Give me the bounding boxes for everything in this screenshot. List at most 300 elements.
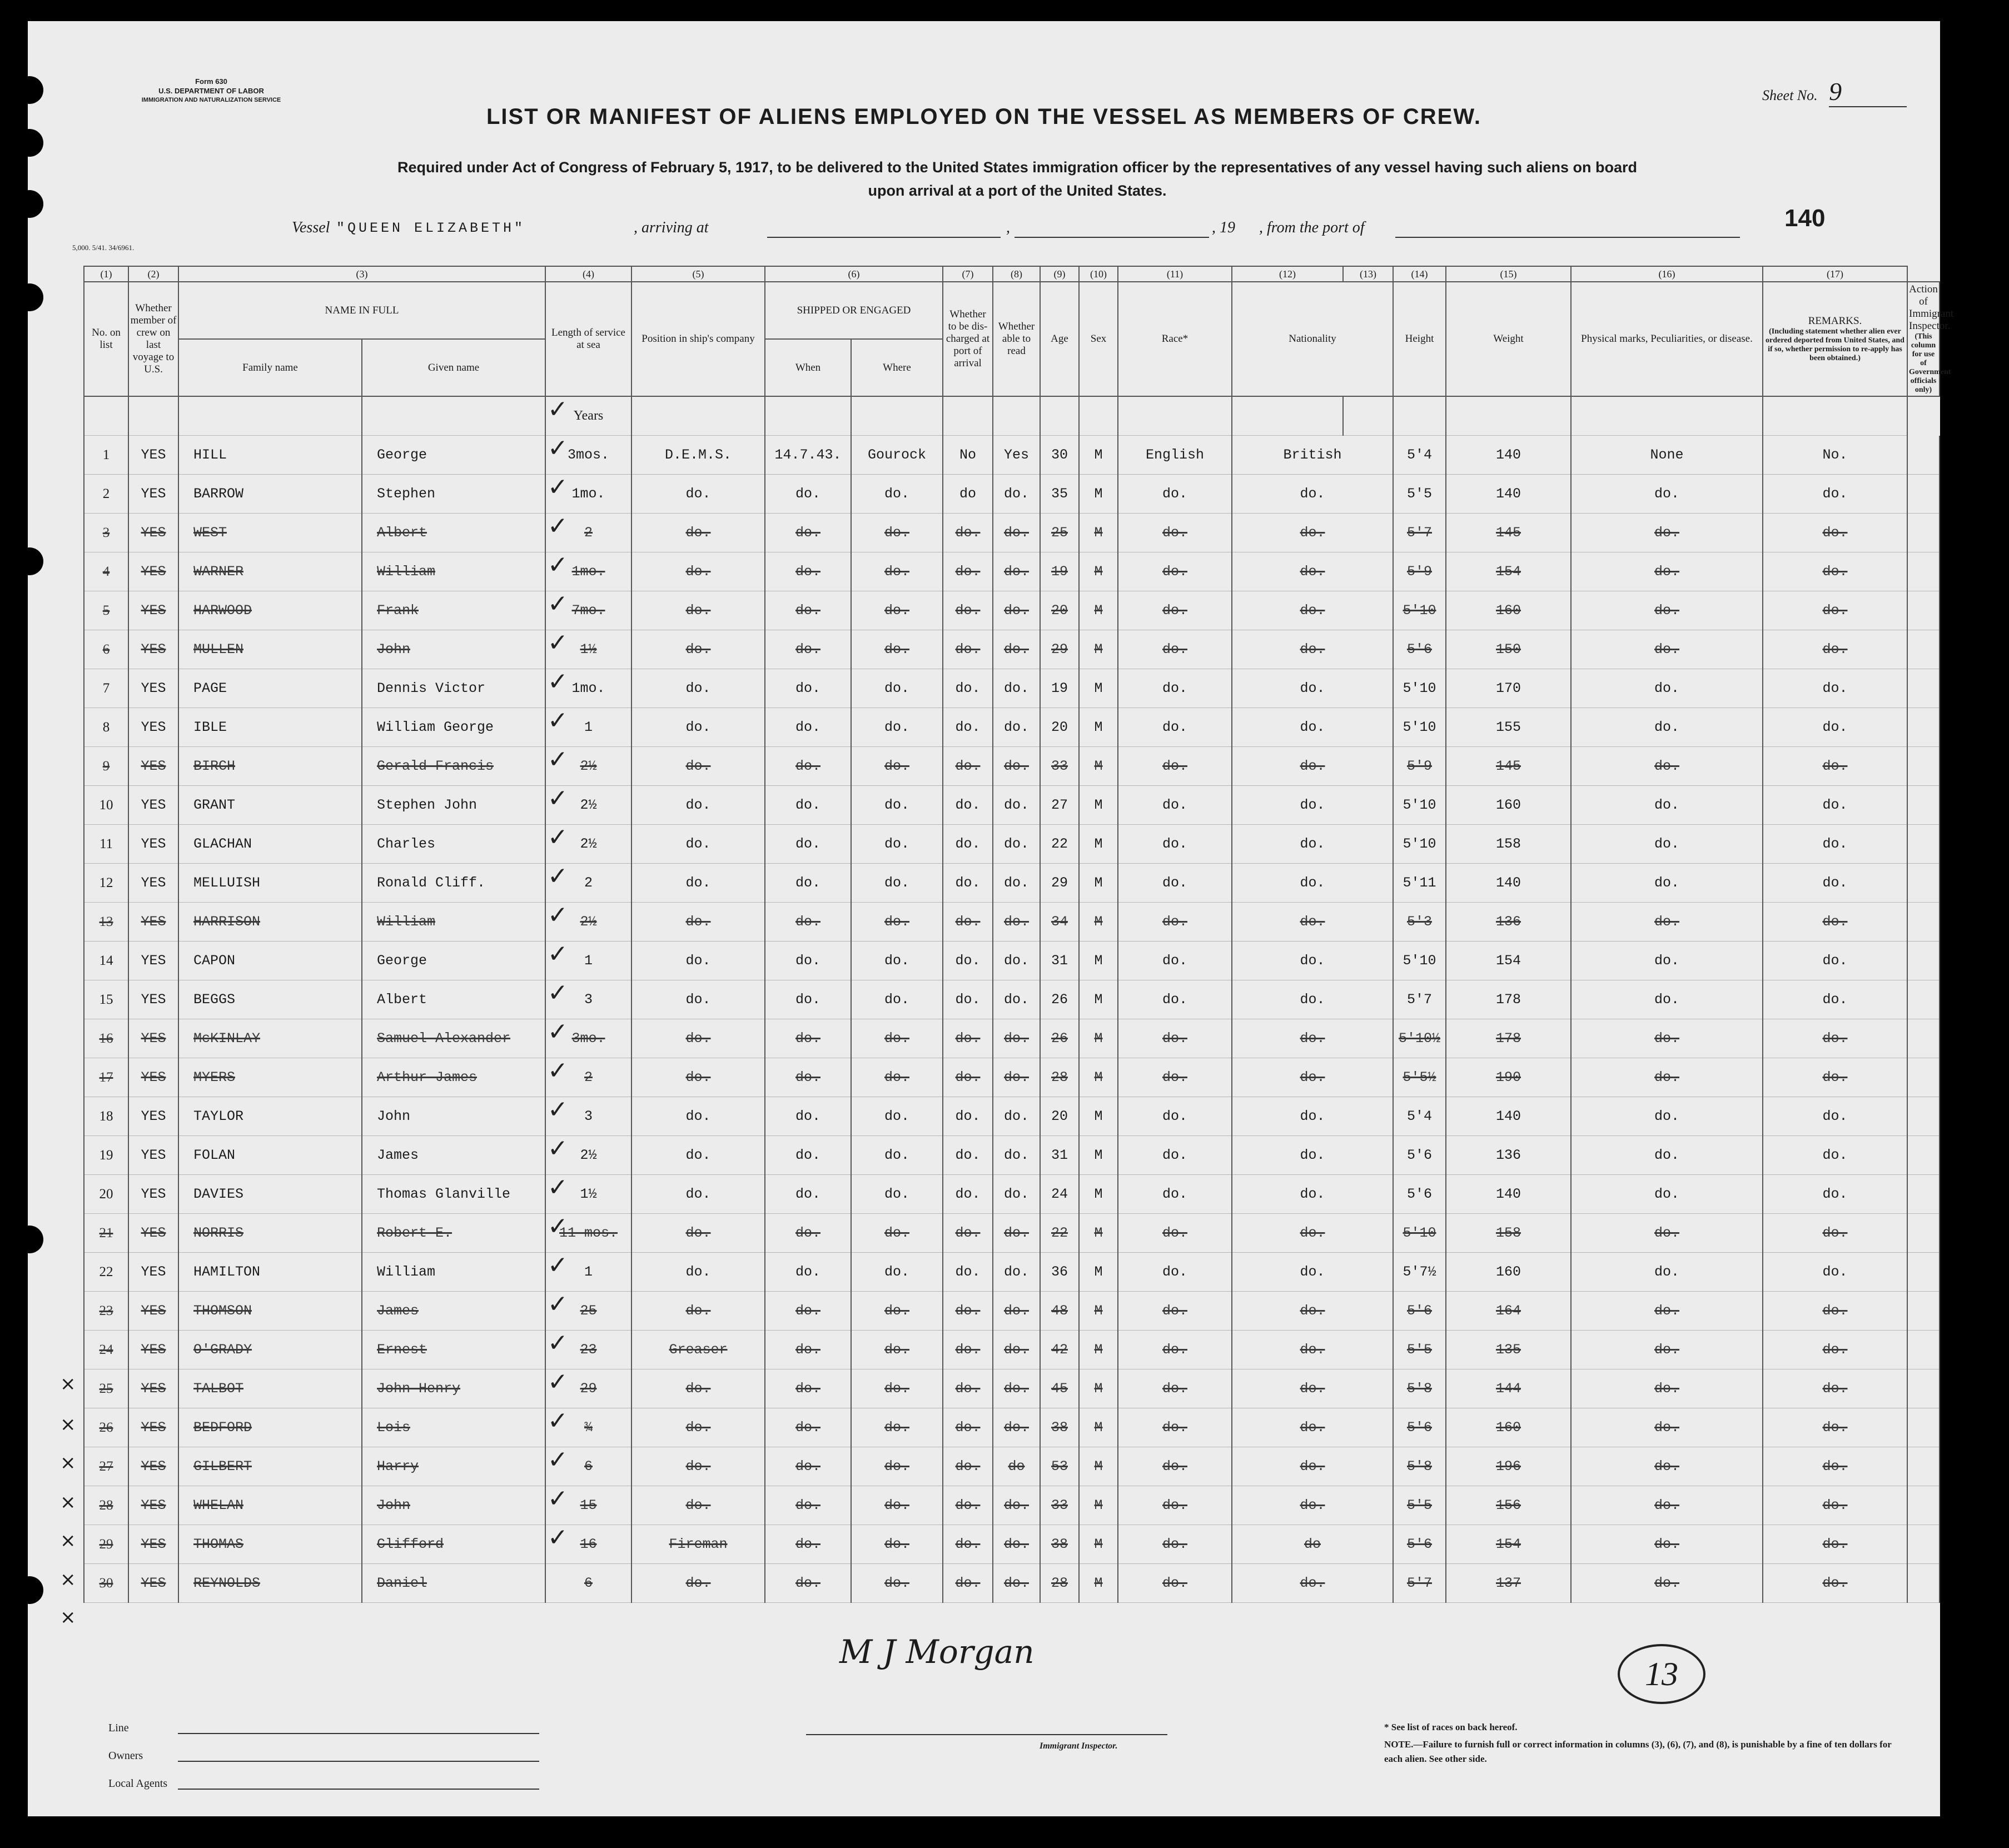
remarks-cell: do.: [1763, 552, 1907, 591]
physical-marks-cell: do.: [1571, 1331, 1763, 1369]
weight-cell: 140: [1446, 475, 1571, 514]
position-cell: do.: [631, 1292, 765, 1331]
shipped-when-cell: do.: [765, 1525, 851, 1564]
height-cell: 5'5: [1393, 1331, 1446, 1369]
header-height: Height: [1393, 282, 1446, 396]
remarks-cell: do.: [1763, 1331, 1907, 1369]
sex-cell: M: [1079, 864, 1118, 903]
page-subtitle: [328, 156, 1707, 202]
table-row: [84, 514, 1940, 552]
length-of-service-cell: 6: [545, 1447, 631, 1486]
table-row: [84, 630, 1940, 669]
shipped-when-cell: do.: [765, 1136, 851, 1175]
row-number-cell: 5: [84, 591, 128, 630]
discharged-cell: do.: [943, 1408, 993, 1447]
header-weight: Weight: [1446, 282, 1571, 396]
shipped-where-cell: do.: [851, 786, 943, 825]
page-title: LIST OR MANIFEST OF ALIENS EMPLOYED ON THE VESSEL AS MEMBERS OF CREW.: [486, 104, 1481, 129]
weight-cell: 136: [1446, 1136, 1571, 1175]
given-name-cell: Charles: [362, 825, 545, 864]
remarks-cell: do.: [1763, 1097, 1907, 1136]
action-note: (This column for use of Government officials only): [1909, 332, 1951, 394]
physical-marks-cell: do.: [1571, 1564, 1763, 1603]
weight-cell: 140: [1446, 1097, 1571, 1136]
shipped-where-cell: do.: [851, 1564, 943, 1603]
family-name-cell: GLACHAN: [178, 825, 362, 864]
able-to-read-cell: do.: [993, 1214, 1040, 1253]
row-number-cell: 10: [84, 786, 128, 825]
inspector-action-cell: [1907, 1331, 1940, 1369]
length-of-service-cell: 2: [545, 1058, 631, 1097]
header-given-name: Given name: [362, 339, 545, 396]
sex-cell: M: [1079, 436, 1118, 475]
position-cell: do.: [631, 942, 765, 980]
nationality-cell: do.: [1232, 1253, 1393, 1292]
remarks-cell: do.: [1763, 786, 1907, 825]
weight-cell: 137: [1446, 1564, 1571, 1603]
age-cell: 48: [1040, 1292, 1079, 1331]
remarks-cell: do.: [1763, 903, 1907, 942]
sex-cell: M: [1079, 747, 1118, 786]
length-of-service-cell: 1½: [545, 1175, 631, 1214]
race-cell: do.: [1118, 1097, 1232, 1136]
weight-cell: 158: [1446, 1214, 1571, 1253]
remarks-cell: do.: [1763, 942, 1907, 980]
family-name-cell: WEST: [178, 514, 362, 552]
check-mark-icon: ✓: [548, 901, 568, 929]
physical-marks-cell: do.: [1571, 1408, 1763, 1447]
able-to-read-cell: do.: [993, 1019, 1040, 1058]
inspector-action-cell: [1907, 475, 1940, 514]
last-voyage-cell: YES: [128, 1331, 178, 1369]
row-number-cell: 21: [84, 1214, 128, 1253]
able-to-read-cell: do.: [993, 786, 1040, 825]
given-name-cell: George: [362, 942, 545, 980]
given-name-cell: Frank: [362, 591, 545, 630]
header-when: When: [765, 339, 851, 396]
table-row: [84, 1486, 1940, 1525]
age-cell: 26: [1040, 1019, 1079, 1058]
given-name-cell: Ernest: [362, 1331, 545, 1369]
discharged-cell: do.: [943, 1097, 993, 1136]
position-cell: D.E.M.S.: [631, 436, 765, 475]
subtitle-line-1: Required under Act of Congress of February 5, 1917, to be delivered to the United States immigration officer by the representatives of any vessel having such aliens on board: [397, 159, 1638, 176]
discharged-cell: No: [943, 436, 993, 475]
able-to-read-cell: do.: [993, 552, 1040, 591]
age-cell: 28: [1040, 1058, 1079, 1097]
able-to-read-cell: do.: [993, 1564, 1040, 1603]
shipped-where-cell: do.: [851, 669, 943, 708]
last-voyage-cell: YES: [128, 475, 178, 514]
nationality-cell: do.: [1232, 1331, 1393, 1369]
age-cell: 27: [1040, 786, 1079, 825]
weight-cell: 150: [1446, 630, 1571, 669]
family-name-cell: HARWOOD: [178, 591, 362, 630]
sex-cell: M: [1079, 514, 1118, 552]
table-row: [84, 747, 1940, 786]
able-to-read-cell: do.: [993, 864, 1040, 903]
col-num-10: (10): [1079, 266, 1118, 282]
weight-cell: 158: [1446, 825, 1571, 864]
last-voyage-cell: YES: [128, 669, 178, 708]
length-of-service-cell: 1mo.: [545, 475, 631, 514]
able-to-read-cell: do.: [993, 980, 1040, 1019]
physical-marks-cell: do.: [1571, 1214, 1763, 1253]
sex-cell: M: [1079, 591, 1118, 630]
weight-cell: 160: [1446, 1408, 1571, 1447]
age-cell: 28: [1040, 1564, 1079, 1603]
nationality-cell: do.: [1232, 552, 1393, 591]
check-mark-icon: ✓: [548, 940, 568, 968]
discharged-cell: do.: [943, 1292, 993, 1331]
nationality-cell: do.: [1232, 1175, 1393, 1214]
inspector-action-cell: [1907, 1525, 1940, 1564]
height-cell: 5'10: [1393, 1214, 1446, 1253]
physical-marks-cell: do.: [1571, 942, 1763, 980]
shipped-where-cell: do.: [851, 1019, 943, 1058]
age-cell: 24: [1040, 1175, 1079, 1214]
physical-marks-cell: do.: [1571, 1486, 1763, 1525]
row-number-cell: 23: [84, 1292, 128, 1331]
height-cell: 5'9: [1393, 747, 1446, 786]
binder-hole: [16, 1226, 43, 1253]
shipped-when-cell: do.: [765, 1408, 851, 1447]
margin-x-mark-30: ×: [60, 1606, 76, 1628]
length-of-service-cell: 2½: [545, 825, 631, 864]
header-where: Where: [851, 339, 943, 396]
given-name-cell: Ronald Cliff.: [362, 864, 545, 903]
table-row: [84, 591, 1940, 630]
discharged-cell: do.: [943, 864, 993, 903]
race-cell: do.: [1118, 1525, 1232, 1564]
remarks-cell: do.: [1763, 1408, 1907, 1447]
inspector-action-cell: [1907, 1369, 1940, 1408]
row-number-cell: 1: [84, 436, 128, 475]
family-name-cell: GILBERT: [178, 1447, 362, 1486]
family-name-cell: WHELAN: [178, 1486, 362, 1525]
discharged-cell: do.: [943, 747, 993, 786]
position-cell: do.: [631, 1447, 765, 1486]
subtitle-line-2: upon arrival at a port of the United States.: [868, 182, 1167, 199]
given-name-cell: Clifford: [362, 1525, 545, 1564]
length-of-service-cell: 1mo.: [545, 552, 631, 591]
height-cell: 5'5: [1393, 1486, 1446, 1525]
service-name: IMMIGRATION AND NATURALIZATION SERVICE: [141, 97, 281, 103]
header-discharged: Whether to be dis-charged at port of arrival: [943, 282, 993, 396]
given-name-cell: John: [362, 630, 545, 669]
margin-x-mark-27: ×: [60, 1491, 76, 1513]
vessel-label: Vessel: [292, 219, 330, 236]
check-mark-icon: ✓: [548, 1212, 568, 1241]
inspector-action-cell: [1907, 630, 1940, 669]
discharged-cell: do.: [943, 630, 993, 669]
age-cell: 38: [1040, 1408, 1079, 1447]
shipped-when-cell: do.: [765, 1369, 851, 1408]
weight-cell: 178: [1446, 980, 1571, 1019]
able-to-read-cell: do.: [993, 1292, 1040, 1331]
age-cell: 19: [1040, 552, 1079, 591]
race-cell: do.: [1118, 475, 1232, 514]
row-number-cell: 17: [84, 1058, 128, 1097]
nationality-cell: do.: [1232, 708, 1393, 747]
sex-cell: M: [1079, 980, 1118, 1019]
position-cell: do.: [631, 1097, 765, 1136]
physical-marks-cell: do.: [1571, 1097, 1763, 1136]
local-agents-field: [178, 1789, 539, 1790]
given-name-cell: Daniel: [362, 1564, 545, 1603]
position-cell: do.: [631, 786, 765, 825]
sex-cell: M: [1079, 1564, 1118, 1603]
column-number-row: [84, 266, 1940, 282]
nationality-cell: do.: [1232, 475, 1393, 514]
sheet-label: Sheet No.: [1762, 87, 1818, 103]
sheet-value: 9: [1829, 77, 1907, 107]
position-cell: do.: [631, 1564, 765, 1603]
weight-cell: 140: [1446, 1175, 1571, 1214]
physical-marks-cell: do.: [1571, 864, 1763, 903]
length-of-service-cell: 23: [545, 1331, 631, 1369]
inspector-action-cell: [1907, 1175, 1940, 1214]
age-cell: 31: [1040, 942, 1079, 980]
remarks-cell: No.: [1763, 436, 1907, 475]
able-to-read-cell: do.: [993, 1058, 1040, 1097]
length-of-service-cell: 11 mos.: [545, 1214, 631, 1253]
physical-marks-cell: do.: [1571, 1019, 1763, 1058]
row-number-cell: 13: [84, 903, 128, 942]
last-voyage-cell: YES: [128, 1486, 178, 1525]
height-cell: 5'7: [1393, 980, 1446, 1019]
table-row: [84, 942, 1940, 980]
race-cell: do.: [1118, 1019, 1232, 1058]
local-agents-label: Local Agents: [108, 1777, 168, 1790]
last-voyage-cell: YES: [128, 747, 178, 786]
table-row: [84, 1408, 1940, 1447]
remarks-cell: do.: [1763, 1136, 1907, 1175]
col-num-13: (13): [1343, 266, 1393, 282]
last-voyage-cell: YES: [128, 825, 178, 864]
shipped-where-cell: do.: [851, 1408, 943, 1447]
remarks-cell: do.: [1763, 864, 1907, 903]
height-cell: 5'10: [1393, 942, 1446, 980]
able-to-read-cell: do: [993, 1447, 1040, 1486]
vessel-name: "QUEEN ELIZABETH": [336, 220, 526, 236]
nationality-cell: do.: [1232, 1019, 1393, 1058]
physical-marks-cell: do.: [1571, 1253, 1763, 1292]
sex-cell: M: [1079, 1331, 1118, 1369]
family-name-cell: BEGGS: [178, 980, 362, 1019]
sex-cell: M: [1079, 1214, 1118, 1253]
years-row: [84, 396, 1940, 436]
row-number-cell: 18: [84, 1097, 128, 1136]
position-cell: do.: [631, 1369, 765, 1408]
row-number-cell: 9: [84, 747, 128, 786]
height-cell: 5'10: [1393, 786, 1446, 825]
inspector-action-cell: [1907, 436, 1940, 475]
check-mark-icon: ✓: [548, 629, 568, 657]
family-name-cell: MULLEN: [178, 630, 362, 669]
physical-marks-cell: do.: [1571, 1525, 1763, 1564]
print-code: 5,000. 5/41. 34/6961.: [72, 243, 135, 252]
weight-cell: 160: [1446, 1253, 1571, 1292]
family-name-cell: TAYLOR: [178, 1097, 362, 1136]
inspector-action-cell: [1907, 1097, 1940, 1136]
remarks-cell: do.: [1763, 1058, 1907, 1097]
family-name-cell: HARRISON: [178, 903, 362, 942]
check-mark-icon: ✓: [548, 706, 568, 735]
table-row: [84, 708, 1940, 747]
col-num-17: (17): [1763, 266, 1907, 282]
length-of-service-cell: 3: [545, 1097, 631, 1136]
discharged-cell: do.: [943, 552, 993, 591]
nationality-cell: do.: [1232, 591, 1393, 630]
nationality-cell: do.: [1232, 903, 1393, 942]
physical-marks-cell: do.: [1571, 980, 1763, 1019]
position-cell: do.: [631, 747, 765, 786]
table-row: [84, 436, 1940, 475]
row-number-cell: 29: [84, 1525, 128, 1564]
sex-cell: M: [1079, 1019, 1118, 1058]
discharged-cell: do.: [943, 1214, 993, 1253]
check-mark-icon: ✓: [548, 1485, 568, 1513]
sex-cell: M: [1079, 1408, 1118, 1447]
race-cell: do.: [1118, 630, 1232, 669]
weight-cell: 160: [1446, 786, 1571, 825]
discharged-cell: do.: [943, 1486, 993, 1525]
age-cell: 25: [1040, 514, 1079, 552]
table-row: [84, 903, 1940, 942]
row-number-cell: 25: [84, 1369, 128, 1408]
physical-marks-cell: do.: [1571, 1136, 1763, 1175]
line-label: Line: [108, 1722, 129, 1734]
inspector-action-cell: [1907, 864, 1940, 903]
remarks-cell: do.: [1763, 630, 1907, 669]
table-row: [84, 1097, 1940, 1136]
given-name-cell: William: [362, 552, 545, 591]
years-label: Years: [545, 396, 631, 436]
margin-x-mark-28: ×: [60, 1530, 76, 1552]
check-mark-icon: ✓: [548, 590, 568, 618]
table-row: [84, 1214, 1940, 1253]
sex-cell: M: [1079, 903, 1118, 942]
discharged-cell: do.: [943, 903, 993, 942]
age-cell: 30: [1040, 436, 1079, 475]
family-name-cell: THOMSON: [178, 1292, 362, 1331]
length-of-service-cell: 15: [545, 1486, 631, 1525]
inspector-action-cell: [1907, 1486, 1940, 1525]
shipped-when-cell: do.: [765, 630, 851, 669]
family-name-cell: TALBOT: [178, 1369, 362, 1408]
race-cell: do.: [1118, 864, 1232, 903]
check-mark-icon: ✓: [548, 434, 568, 462]
table-row: [84, 1525, 1940, 1564]
header-physical-marks: Physical marks, Peculiarities, or disease.: [1571, 282, 1763, 396]
height-cell: 5'6: [1393, 1175, 1446, 1214]
check-mark-icon: ✓: [548, 1251, 568, 1279]
shipped-where-cell: do.: [851, 1447, 943, 1486]
height-cell: 5'6: [1393, 1136, 1446, 1175]
position-cell: do.: [631, 1253, 765, 1292]
discharged-cell: do.: [943, 591, 993, 630]
family-name-cell: REYNOLDS: [178, 1564, 362, 1603]
able-to-read-cell: do.: [993, 747, 1040, 786]
remarks-cell: do.: [1763, 1447, 1907, 1486]
shipped-when-cell: do.: [765, 1331, 851, 1369]
physical-marks-cell: do.: [1571, 747, 1763, 786]
col-num-14: (14): [1393, 266, 1446, 282]
position-cell: do.: [631, 864, 765, 903]
remarks-cell: do.: [1763, 1564, 1907, 1603]
age-cell: 29: [1040, 864, 1079, 903]
inspector-action-cell: [1907, 1019, 1940, 1058]
remarks-cell: do.: [1763, 1369, 1907, 1408]
nationality-cell: do.: [1232, 1486, 1393, 1525]
shipped-where-cell: do.: [851, 1136, 943, 1175]
remarks-cell: do.: [1763, 1525, 1907, 1564]
given-name-cell: Gerald Francis: [362, 747, 545, 786]
margin-x-mark-29: ×: [60, 1568, 76, 1591]
binder-hole: [16, 1576, 43, 1604]
inspector-label: Immigrant Inspector.: [1040, 1741, 1118, 1751]
inspector-action-cell: [1907, 1408, 1940, 1447]
race-cell: do.: [1118, 825, 1232, 864]
check-mark-icon: ✓: [548, 1134, 568, 1163]
sex-cell: M: [1079, 1058, 1118, 1097]
shipped-when-cell: do.: [765, 1447, 851, 1486]
form-number: Form 630: [195, 77, 227, 86]
nationality-cell: do.: [1232, 1058, 1393, 1097]
able-to-read-cell: do.: [993, 1136, 1040, 1175]
family-name-cell: DAVIES: [178, 1175, 362, 1214]
col-num-15: (15): [1446, 266, 1571, 282]
line-field: [178, 1733, 539, 1734]
header-name-in-full: NAME IN FULL: [178, 282, 545, 339]
length-of-service-cell: 1mo.: [545, 669, 631, 708]
family-name-cell: HAMILTON: [178, 1253, 362, 1292]
department-name: U.S. DEPARTMENT OF LABOR: [158, 87, 264, 95]
physical-marks-cell: do.: [1571, 708, 1763, 747]
position-cell: do.: [631, 1136, 765, 1175]
shipped-where-cell: do.: [851, 630, 943, 669]
given-name-cell: Lois: [362, 1408, 545, 1447]
shipped-when-cell: do.: [765, 786, 851, 825]
height-cell: 5'6: [1393, 1292, 1446, 1331]
physical-marks-cell: do.: [1571, 1058, 1763, 1097]
physical-marks-cell: do.: [1571, 825, 1763, 864]
inspector-action-cell: [1907, 591, 1940, 630]
height-cell: 5'10: [1393, 825, 1446, 864]
arriving-port-field: [767, 237, 1001, 238]
margin-x-mark-24: ×: [60, 1373, 76, 1395]
able-to-read-cell: do.: [993, 1525, 1040, 1564]
last-voyage-cell: YES: [128, 514, 178, 552]
given-name-cell: Stephen: [362, 475, 545, 514]
family-name-cell: MELLUISH: [178, 864, 362, 903]
height-cell: 5'11: [1393, 864, 1446, 903]
shipped-where-cell: do.: [851, 1175, 943, 1214]
table-row: [84, 1447, 1940, 1486]
last-voyage-cell: YES: [128, 942, 178, 980]
row-number-cell: 12: [84, 864, 128, 903]
row-number-cell: 16: [84, 1019, 128, 1058]
row-number-cell: 26: [84, 1408, 128, 1447]
nationality-cell: do.: [1232, 514, 1393, 552]
remarks-cell: do.: [1763, 1292, 1907, 1331]
remarks-cell: do.: [1763, 1214, 1907, 1253]
check-mark-icon: ✓: [548, 551, 568, 579]
row-number-cell: 27: [84, 1447, 128, 1486]
shipped-when-cell: do.: [765, 1175, 851, 1214]
shipped-where-cell: do.: [851, 1097, 943, 1136]
